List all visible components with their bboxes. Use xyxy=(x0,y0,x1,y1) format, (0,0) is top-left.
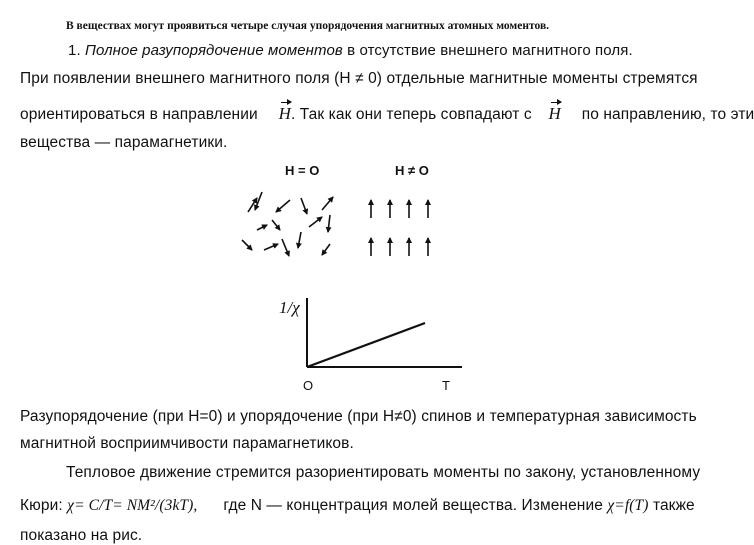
graph-y-axis-label: 1/χ xyxy=(279,298,300,317)
graph-curve xyxy=(307,323,425,367)
list-item-number: 1. xyxy=(68,42,81,59)
paragraph-1-line-1: При появлении внешнего магнитного поля (H ≠ 0) отдельные магнитные моменты стремятся xyxy=(20,70,698,87)
slide-heading: В веществах могут проявиться четыре случая упорядочения магнитных атомных моментов. xyxy=(66,20,550,32)
caption-line-1: Разупорядочение (при H=0) и упорядочение (при H≠0) спинов и температурная зависимость xyxy=(20,408,697,425)
list-item-rest: в отсутствие внешнего магнитного поля. xyxy=(347,42,633,59)
p1-line2-part-c: по направлению, то эти xyxy=(581,106,754,123)
p2-line2-mid: где N — концентрация молей вещества. Изменение xyxy=(223,497,603,514)
p1-line2-part-b: . Так как они теперь совпадают с xyxy=(290,106,532,123)
label-field-zero: H = O xyxy=(285,163,320,178)
graph-x-axis-label: T xyxy=(442,378,450,393)
graph-origin-label: O xyxy=(303,378,314,393)
susceptibility-function: χ=f(T) xyxy=(607,497,649,514)
p2-line2-prefix: Кюри: xyxy=(20,497,63,514)
paragraph-2-line-1: Тепловое движение стремится разориентировать моменты по закону, установленному xyxy=(66,464,701,481)
field-vector-h-2: H xyxy=(548,104,561,123)
curie-law-formula: χ= C/T= NM²/(3kT), xyxy=(67,497,198,514)
label-field-nonzero: H ≠ O xyxy=(395,163,429,178)
caption-line-2: магнитной восприимчивости парамагнетиков. xyxy=(20,435,354,452)
paragraph-2-line-2 xyxy=(20,497,695,515)
paragraph-1-line-3: вещества — парамагнетики. xyxy=(20,134,228,151)
list-item-italic-phrase: Полное разупорядочение моментов xyxy=(85,42,343,59)
paragraph-2-line-3: показано на рис. xyxy=(20,527,143,544)
field-vector-h: H xyxy=(278,104,291,123)
p2-line2-suffix: также xyxy=(652,497,695,514)
p1-line2-part-a: ориентироваться в направлении xyxy=(20,106,258,123)
